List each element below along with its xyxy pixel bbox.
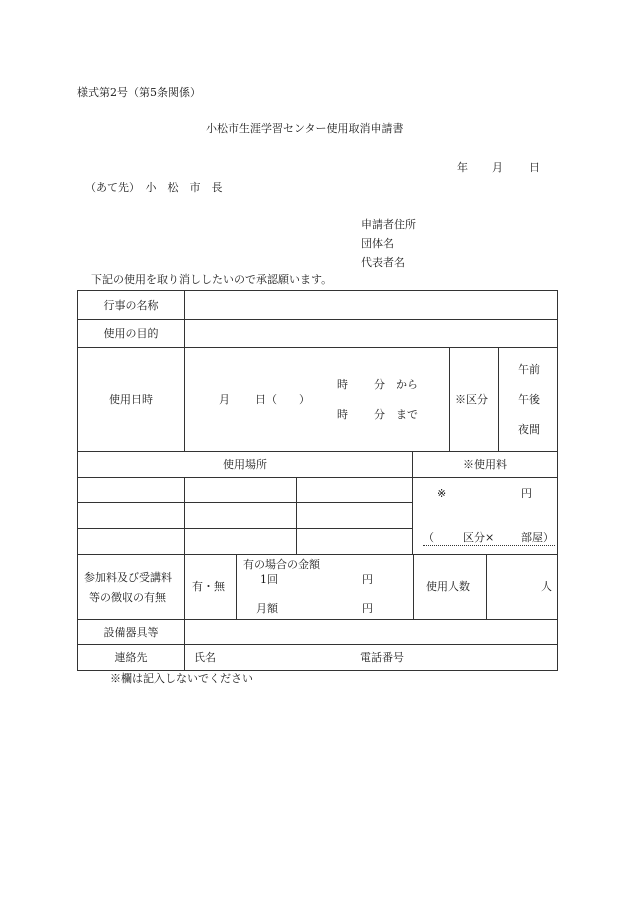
event-name-label: 行事の名称 [78, 291, 185, 320]
event-name-field[interactable] [185, 291, 558, 320]
amount-once-label: 1回 [260, 573, 278, 586]
intro-text: 下記の使用を取り消ししたいので承認願います。 [91, 273, 333, 286]
participation-label-box [78, 555, 185, 619]
place-cell[interactable] [78, 478, 185, 503]
participation-choice[interactable]: 有・無 [192, 580, 225, 593]
participation-label-line1: 参加料及び受講料 [84, 571, 172, 584]
equipment-label: 設備器具等 [78, 620, 185, 645]
datetime-minute-from: 分 [374, 378, 385, 391]
datetime-label: 使用日時 [78, 348, 185, 452]
period-am[interactable]: 午前 [518, 363, 540, 376]
datetime-hour-from: 時 [337, 378, 348, 391]
place-cell[interactable] [185, 503, 297, 528]
amount-label: 有の場合の金額 [243, 558, 320, 571]
date-month-label: 月 [492, 161, 503, 174]
fee-formula-rooms: 部屋） [521, 531, 554, 544]
datetime-minute-until: 分 [374, 408, 385, 421]
row-event-name [78, 291, 558, 320]
place-cell[interactable] [185, 528, 297, 554]
purpose-label: 使用の目的 [78, 320, 185, 348]
application-table [77, 290, 558, 671]
fee-mark: ※ [437, 487, 447, 500]
addressee: （あて先） 小 松 市 長 [85, 181, 223, 194]
row-place-fee-header [78, 452, 558, 478]
contact-label: 連絡先 [78, 645, 185, 671]
datetime-from-label: から [396, 378, 418, 391]
users-unit: 人 [541, 580, 552, 593]
row-place-1 [78, 478, 558, 503]
row-purpose [78, 320, 558, 348]
place-cell[interactable] [297, 503, 413, 528]
fee-formula-open: （ [423, 531, 434, 544]
applicant-group-label: 団体名 [361, 237, 394, 250]
place-cell[interactable] [297, 528, 413, 554]
place-cell[interactable] [185, 478, 297, 503]
date-year-label: 年 [457, 161, 468, 174]
fee-yen: 円 [521, 487, 532, 500]
amount-once-yen: 円 [362, 573, 373, 586]
fee-formula [423, 531, 555, 546]
users-label-box [413, 555, 487, 619]
place-cell[interactable] [78, 528, 185, 554]
place-cell[interactable] [297, 478, 413, 503]
datetime-cell [185, 348, 558, 452]
row-equipment [78, 620, 558, 645]
fee-cell [413, 478, 558, 555]
fee-label: ※使用料 [413, 452, 558, 478]
datetime-month: 月 [219, 393, 230, 406]
division-box [449, 348, 499, 451]
form-title: 小松市生涯学習センター使用取消申請書 [206, 122, 404, 135]
form-number: 様式第2号（第5条関係） [77, 86, 201, 99]
users-label: 使用人数 [426, 580, 470, 593]
datetime-day: 日（ ） [255, 393, 310, 406]
applicant-rep-label: 代表者名 [361, 256, 405, 269]
place-cell[interactable] [78, 503, 185, 528]
division-label: ※区分 [455, 393, 488, 406]
participation-choice-box[interactable] [184, 555, 237, 619]
amount-monthly-label: 月額 [256, 602, 278, 615]
footnote: ※欄は記入しないでください [110, 672, 253, 685]
period-night[interactable]: 夜間 [518, 423, 540, 436]
participation-cell [78, 555, 558, 620]
period-pm[interactable]: 午後 [518, 393, 540, 406]
applicant-address-label: 申請者住所 [361, 218, 416, 231]
purpose-field[interactable] [185, 320, 558, 348]
equipment-field[interactable] [185, 620, 558, 645]
date-day-label: 日 [529, 161, 540, 174]
contact-phone-label: 電話番号 [360, 651, 404, 664]
contact-name-label: 氏名 [194, 651, 216, 664]
participation-label-line2: 等の徴収の有無 [89, 591, 166, 604]
row-contact [78, 645, 558, 671]
amount-monthly-yen: 円 [362, 602, 373, 615]
datetime-hour-until: 時 [337, 408, 348, 421]
place-label: 使用場所 [78, 452, 413, 478]
contact-field[interactable] [185, 645, 558, 671]
datetime-until-label: まで [396, 408, 418, 421]
row-datetime [78, 348, 558, 452]
fee-formula-division: 区分× [463, 531, 495, 544]
row-participation [78, 555, 558, 620]
